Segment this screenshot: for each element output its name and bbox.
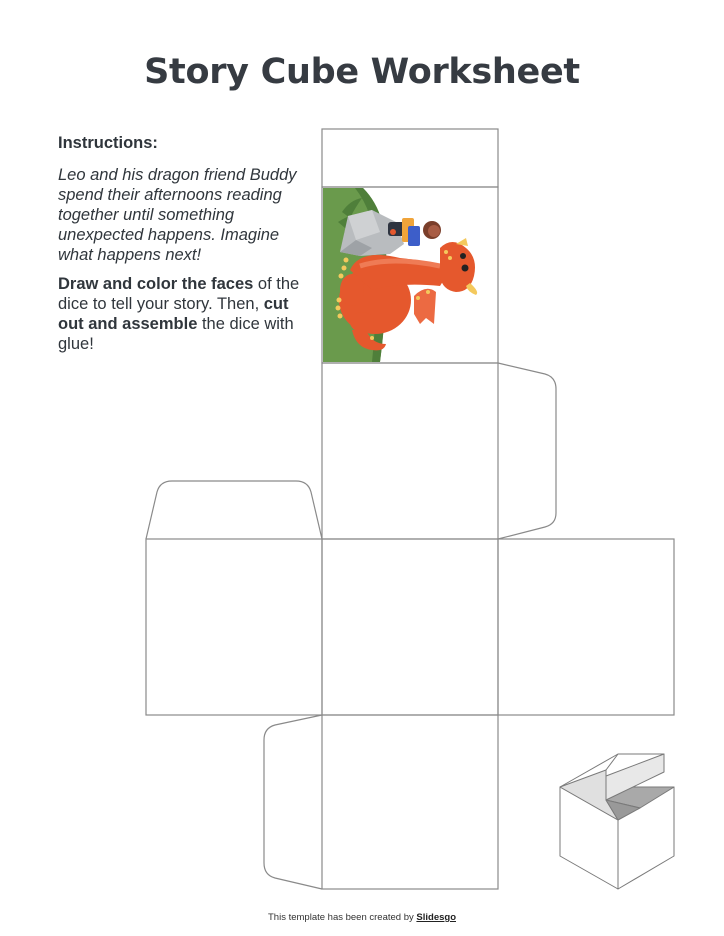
bottom-glue-tab	[264, 715, 322, 889]
page-title: Story Cube Worksheet	[144, 52, 580, 92]
footer-credit	[0, 912, 724, 923]
top-strip-face	[322, 129, 498, 187]
left-face	[146, 539, 322, 715]
left-glue-tab	[146, 481, 322, 539]
instructions-heading: Instructions:	[58, 134, 158, 152]
bottom-face	[322, 715, 498, 889]
right-glue-tab	[498, 363, 556, 539]
story-prompt: Leo and his dragon friend Buddy spend their afternoons reading together until something unexpected happens. Imagine what happens next!	[58, 166, 297, 264]
box-assembly-icon	[560, 754, 674, 889]
slidesgo-link[interactable]: Slidesgo	[416, 912, 456, 923]
middle-upper-face	[322, 363, 498, 539]
center-face	[322, 539, 498, 715]
directions-text-2: the dice with glue!	[58, 315, 294, 353]
directions-bold-1: Draw and color the faces	[58, 275, 254, 293]
directions-bold-2: cut out and assemble	[58, 295, 289, 333]
footer-text: This template has been created by	[268, 912, 417, 923]
dragon-illustration	[323, 188, 477, 362]
right-face	[498, 539, 674, 715]
directions-text-1: of the dice to tell your story. Then,	[58, 275, 300, 313]
